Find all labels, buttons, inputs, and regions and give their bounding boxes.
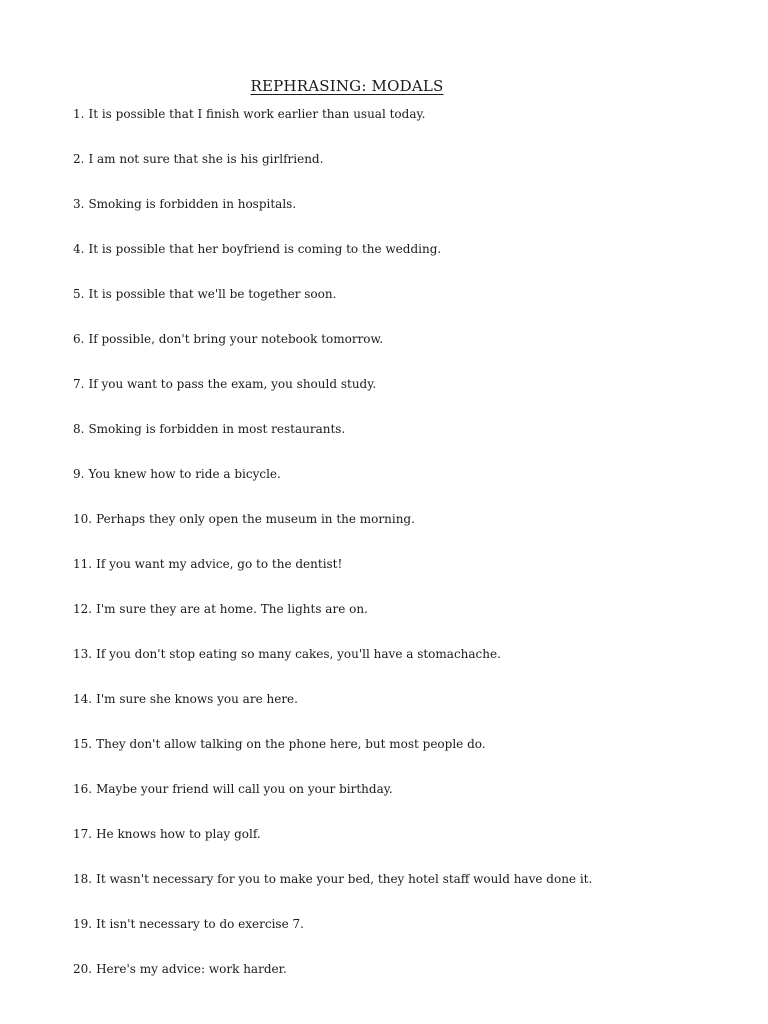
exercise-number: 20. [73,962,93,976]
exercise-item [73,510,592,555]
exercise-number: 8. [73,422,85,436]
document-title: REPHRASING: MODALS [250,77,444,95]
exercise-sentence: Maybe your friend will call you on your birthday. [96,782,393,796]
exercise-number: 9. [73,467,85,481]
exercise-sentence: Smoking is forbidden in most restaurants. [88,422,346,436]
exercise-number: 4. [73,242,85,256]
exercise-item [73,645,592,690]
exercise-item [73,465,592,510]
exercise-item [73,240,592,285]
exercise-number: 18. [73,872,93,886]
exercise-sentence: It is possible that her boyfriend is coming to the wedding. [88,242,442,256]
exercise-sentence: If you want my advice, go to the dentist! [96,557,343,571]
exercise-number: 11. [73,557,93,571]
exercise-sentence: If possible, don't bring your notebook tomorrow. [88,332,384,346]
exercise-sentence: If you don't stop eating so many cakes, you'll have a stomachache. [96,647,501,661]
exercise-number: 1. [73,107,85,121]
exercise-sentence: Perhaps they only open the museum in the morning. [96,512,415,526]
exercise-item [73,375,592,420]
exercise-item [73,915,592,960]
exercise-number: 2. [73,152,85,166]
exercise-number: 14. [73,692,93,706]
exercise-item [73,330,592,375]
exercise-number: 10. [73,512,93,526]
exercise-number: 16. [73,782,93,796]
exercise-list [73,105,592,1005]
exercise-sentence: It wasn't necessary for you to make your bed, they hotel staff would have done it. [96,872,593,886]
exercise-sentence: If you want to pass the exam, you should study. [88,377,377,391]
exercise-number: 15. [73,737,93,751]
exercise-number: 3. [73,197,85,211]
exercise-sentence: It is possible that I finish work earlier than usual today. [88,107,426,121]
exercise-sentence: I am not sure that she is his girlfriend. [88,152,324,166]
exercise-sentence: I'm sure she knows you are here. [96,692,298,706]
exercise-number: 7. [73,377,85,391]
exercise-item [73,960,592,1005]
exercise-item [73,870,592,915]
exercise-item [73,555,592,600]
exercise-item [73,150,592,195]
exercise-sentence: It is possible that we'll be together soon. [88,287,337,301]
exercise-item [73,690,592,735]
exercise-number: 5. [73,287,85,301]
exercise-item [73,195,592,240]
exercise-item [73,735,592,780]
exercise-item [73,825,592,870]
exercise-sentence: Here's my advice: work harder. [96,962,287,976]
exercise-number: 13. [73,647,93,661]
exercise-item [73,105,592,150]
exercise-number: 19. [73,917,93,931]
exercise-sentence: They don't allow talking on the phone here, but most people do. [96,737,486,751]
exercise-sentence: You knew how to ride a bicycle. [88,467,281,481]
exercise-number: 17. [73,827,93,841]
exercise-item [73,285,592,330]
exercise-item [73,600,592,645]
exercise-item [73,780,592,825]
exercise-sentence: Smoking is forbidden in hospitals. [88,197,297,211]
exercise-sentence: It isn't necessary to do exercise 7. [96,917,304,931]
exercise-number: 12. [73,602,93,616]
exercise-sentence: He knows how to play golf. [96,827,261,841]
exercise-number: 6. [73,332,85,346]
exercise-sentence: I'm sure they are at home. The lights are on. [96,602,368,616]
exercise-item [73,420,592,465]
